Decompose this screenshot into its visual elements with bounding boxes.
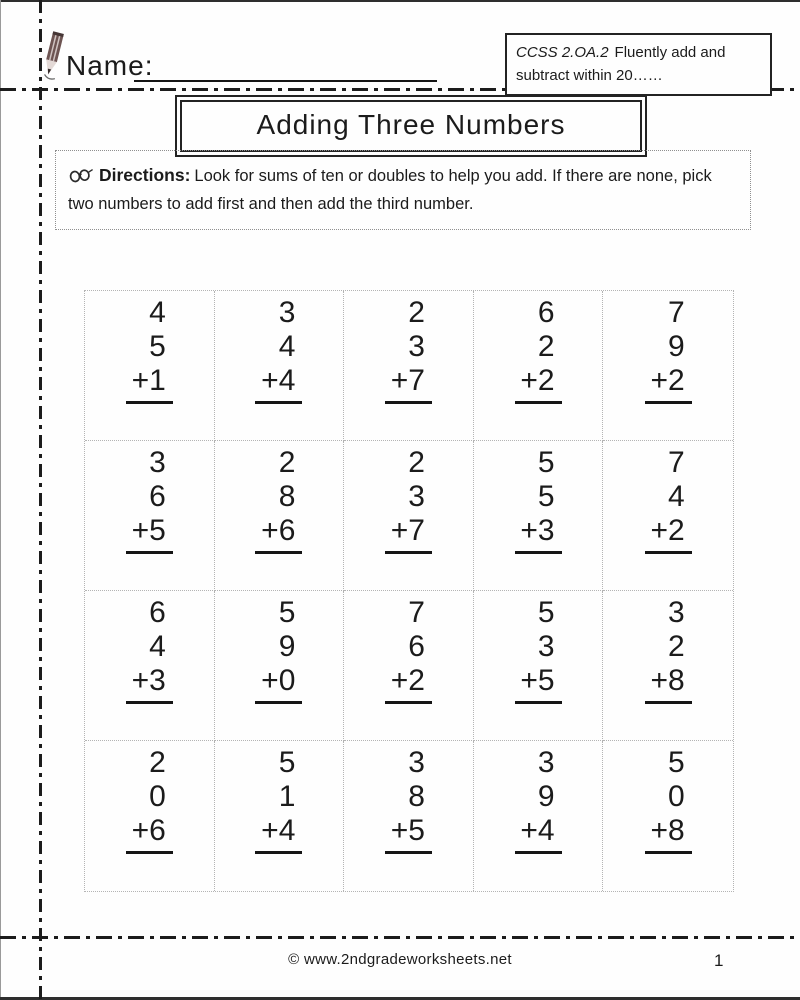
pencil-icon [38,30,68,84]
addend-3: +5 [126,514,173,554]
addend-3: +4 [255,814,302,854]
addend-2: 4 [149,630,166,663]
addend-3: +8 [645,664,692,704]
addend-3: +2 [645,514,692,554]
problem-cell [474,441,604,591]
page-number: 1 [714,951,724,970]
addend-1: 2 [149,746,166,779]
addend-2: 3 [537,630,555,663]
addition-problem [515,446,562,554]
addend-2: 2 [668,630,685,663]
addend-2: 8 [408,780,425,813]
problem-cell [85,741,215,891]
addend-2: 9 [278,630,296,663]
copyright-text: © www.2ndgradeworksheets.net [288,951,512,968]
addend-2: 2 [537,330,555,363]
addend-2: 9 [668,330,685,363]
addend-1: 5 [537,446,555,479]
addend-2: 4 [668,480,685,513]
addition-problem [385,746,432,854]
addition-problem [385,296,432,404]
problem-cell [474,291,604,441]
addition-problem [255,596,302,704]
addend-2: 0 [668,780,685,813]
addition-problem [255,746,302,854]
addend-1: 3 [537,746,555,779]
addend-3: +5 [515,664,562,704]
addend-1: 5 [668,746,685,779]
addend-3: +3 [515,514,562,554]
cut-line-bottom [0,936,800,939]
addend-1: 5 [537,596,555,629]
problem-cell [344,591,474,741]
addend-2: 0 [149,780,166,813]
glasses-icon [68,167,94,183]
addend-1: 7 [668,296,685,329]
addend-1: 2 [408,446,425,479]
problem-cell [85,291,215,441]
addition-problem [515,596,562,704]
name-input-line[interactable] [134,52,437,82]
addend-3: +4 [515,814,562,854]
addend-1: 7 [408,596,425,629]
addend-3: +6 [255,514,302,554]
addend-1: 3 [668,596,685,629]
addition-problem [645,596,692,704]
addend-1: 2 [408,296,425,329]
addend-2: 9 [537,780,555,813]
ccss-description: Fluently add and subtract within 20…… [516,44,726,85]
addend-1: 6 [149,596,166,629]
addend-3: +7 [385,364,432,404]
addition-problem [126,446,173,554]
directions-box [55,150,751,230]
scan-edge-top [0,0,800,2]
name-label: Name: [66,50,154,81]
problem-cell [344,741,474,891]
addend-1: 3 [408,746,425,779]
addend-2: 5 [149,330,166,363]
addend-2: 8 [278,480,296,513]
directions-label: Directions: [99,165,191,185]
addition-problem [645,446,692,554]
addend-1: 3 [149,446,166,479]
addend-3: +6 [126,814,173,854]
problem-cell [603,741,733,891]
addend-1: 4 [149,296,166,329]
addend-1: 5 [278,596,296,629]
addend-3: +2 [385,664,432,704]
addend-1: 7 [668,446,685,479]
ccss-code: CCSS 2.OA.2 [516,44,609,61]
addition-problem [515,746,562,854]
problem-cell [215,291,345,441]
addition-problem [255,296,302,404]
problem-cell [603,441,733,591]
problem-cell [603,591,733,741]
addend-3: +3 [126,664,173,704]
problem-cell [474,591,604,741]
problem-cell [215,441,345,591]
scan-edge-left [0,0,1,1000]
problem-cell [85,441,215,591]
addend-2: 1 [278,780,296,813]
directions-text: Look for sums of ten or doubles to help you add. If there are none, pick two numbers to add first and then add the third number. [68,167,712,214]
addend-1: 2 [278,446,296,479]
addend-2: 3 [408,480,425,513]
title-box [175,95,647,157]
problem-cell [603,291,733,441]
addend-3: +0 [255,664,302,704]
addition-problem [255,446,302,554]
addend-2: 6 [149,480,166,513]
problem-cell [85,591,215,741]
addend-2: 3 [408,330,425,363]
problem-cell [215,741,345,891]
addition-problem [126,596,173,704]
addend-3: +5 [385,814,432,854]
addend-3: +2 [645,364,692,404]
problems-grid [84,290,734,892]
addition-problem [645,746,692,854]
addend-3: +1 [126,364,173,404]
addend-1: 3 [278,296,296,329]
problem-cell [215,591,345,741]
addend-2: 5 [537,480,555,513]
addition-problem [645,296,692,404]
page-title: Adding Three Numbers [180,100,642,152]
margin-line-vertical [39,0,42,1000]
addend-3: +8 [645,814,692,854]
addend-3: +7 [385,514,432,554]
addition-problem [126,746,173,854]
addend-1: 6 [537,296,555,329]
addition-problem [385,446,432,554]
ccss-standard-box [505,33,772,96]
addend-2: 4 [278,330,296,363]
addend-1: 5 [278,746,296,779]
problem-cell [474,741,604,891]
addend-3: +4 [255,364,302,404]
addend-2: 6 [408,630,425,663]
addition-problem [385,596,432,704]
addition-problem [126,296,173,404]
addition-problem [515,296,562,404]
problem-cell [344,291,474,441]
problem-cell [344,441,474,591]
addend-3: +2 [515,364,562,404]
